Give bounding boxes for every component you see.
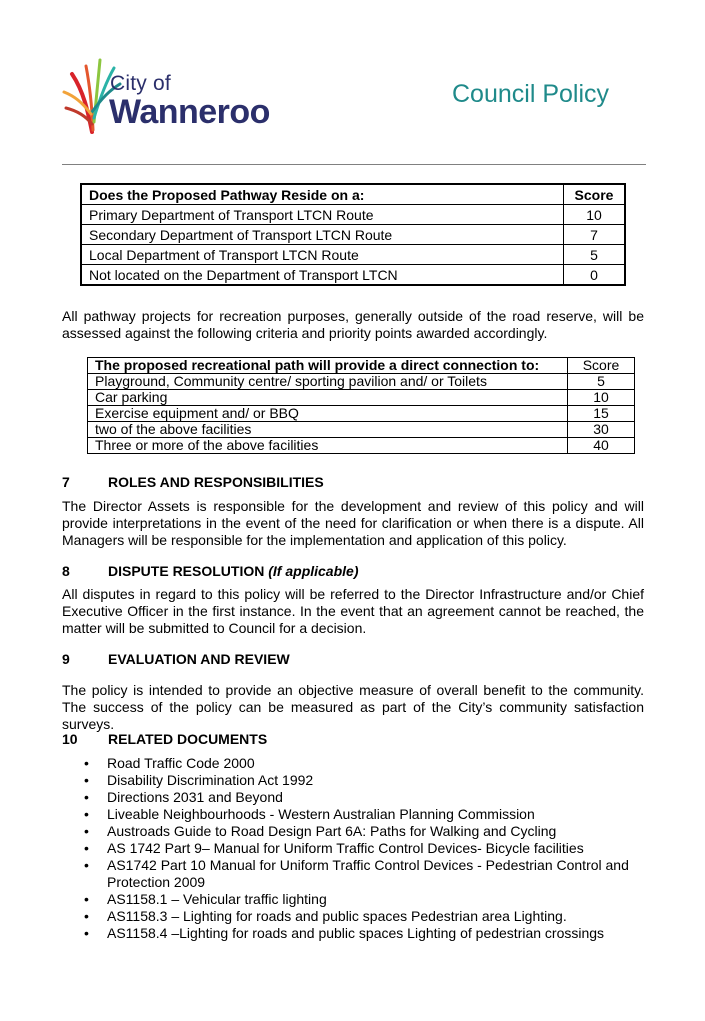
document-type-title: Council Policy [452, 80, 610, 108]
table-cell: Not located on the Department of Transport LTCN [81, 265, 564, 286]
bullet-icon: • [84, 755, 89, 771]
score-cell: 30 [568, 422, 635, 438]
recreation-connection-score-table [87, 357, 635, 454]
table-header-cell: Score [564, 184, 626, 205]
logo-city-text: City of [110, 72, 171, 95]
table-cell: Secondary Department of Transport LTCN Route [81, 225, 564, 245]
section-7-body: The Director Assets is responsible for the development and review of this policy and will provide interpretations in the event of the need for clarification or when there is a dispute. All Managers will be responsible for the implementation and application of this policy. [62, 498, 644, 548]
table-cell: Playground, Community centre/ sporting pavilion and/ or Toilets [88, 374, 568, 390]
list-item [62, 840, 652, 857]
score-cell: 15 [568, 406, 635, 422]
score-cell: 40 [568, 438, 635, 454]
section-7-heading [62, 474, 324, 490]
list-item [62, 908, 652, 925]
bullet-icon: • [84, 840, 89, 856]
table-header-cell: The proposed recreational path will provide a direct connection to: [88, 358, 568, 374]
section-number: 10 [62, 731, 78, 747]
section-title: EVALUATION AND REVIEW [108, 651, 290, 667]
list-item-text: AS 1742 Part 9– Manual for Uniform Traffic Control Devices- Bicycle facilities [107, 840, 584, 856]
section-10-heading [62, 731, 267, 747]
section-9-body: The policy is intended to provide an objective measure of overall benefit to the community. The success of the policy can be measured as part of the City’s community satisfaction surveys. [62, 682, 644, 732]
section-8-body: All disputes in regard to this policy will be referred to the Director Infrastructure and/or Chief Executive Officer in the first instance. In the event that an agreement cannot be reached, the matter will be submitted to Council for a decision. [62, 586, 644, 636]
section-number: 7 [62, 474, 70, 490]
section-title: ROLES AND RESPONSIBILITIES [108, 474, 324, 490]
table-row [88, 438, 635, 454]
table-cell: Three or more of the above facilities [88, 438, 568, 454]
score-cell: 5 [568, 374, 635, 390]
table-header-row [81, 184, 625, 205]
list-item-text: Disability Discrimination Act 1992 [107, 772, 314, 788]
table-cell: two of the above facilities [88, 422, 568, 438]
section-8-heading [62, 563, 358, 579]
table-cell: Primary Department of Transport LTCN Route [81, 205, 564, 225]
city-of-wanneroo-logo [62, 52, 302, 140]
list-item [62, 755, 652, 772]
bullet-icon: • [84, 891, 89, 907]
table-row [88, 422, 635, 438]
table-row [88, 406, 635, 422]
bullet-icon: • [84, 772, 89, 788]
section-number: 9 [62, 651, 70, 667]
score-cell: 7 [564, 225, 626, 245]
list-item [62, 823, 652, 840]
table-header-cell: Does the Proposed Pathway Reside on a: [81, 184, 564, 205]
score-cell: 10 [568, 390, 635, 406]
list-item-text: Austroads Guide to Road Design Part 6A: Paths for Walking and Cycling [107, 823, 557, 839]
list-item [62, 789, 652, 806]
bullet-icon: • [84, 823, 89, 839]
score-cell: 10 [564, 205, 626, 225]
list-item-text: AS1158.4 –Lighting for roads and public spaces Lighting of pedestrian crossings [107, 925, 605, 941]
section-9-heading [62, 651, 290, 667]
table-header-cell: Score [568, 358, 635, 374]
score-cell: 5 [564, 245, 626, 265]
score-cell: 0 [564, 265, 626, 286]
list-item-text: AS1158.1 – Vehicular traffic lighting [107, 891, 327, 907]
table-cell: Local Department of Transport LTCN Route [81, 245, 564, 265]
list-item [62, 891, 652, 908]
section-title-note: (If applicable) [268, 563, 359, 579]
bullet-icon: • [84, 908, 89, 924]
list-item-text: AS1742 Part 10 Manual for Uniform Traffic Control Devices - Pedestrian Control and Protection 2009 [107, 857, 629, 890]
bullet-icon: • [84, 925, 89, 941]
list-item [62, 925, 652, 942]
table-cell: Exercise equipment and/ or BBQ [88, 406, 568, 422]
list-item-text: Road Traffic Code 2000 [107, 755, 255, 771]
list-item [62, 772, 652, 789]
header-divider [62, 164, 646, 165]
list-item [62, 857, 652, 891]
list-item-text: AS1158.3 – Lighting for roads and public spaces Pedestrian area Lighting. [107, 908, 567, 924]
table-row [81, 245, 625, 265]
list-item [62, 806, 652, 823]
related-documents-list [62, 755, 652, 942]
section-number: 8 [62, 563, 70, 579]
table-row [88, 390, 635, 406]
table-row [88, 374, 635, 390]
section-title: DISPUTE RESOLUTION [108, 563, 265, 579]
table-row [81, 225, 625, 245]
pathway-route-score-table [80, 183, 626, 286]
table-header-row [88, 358, 635, 374]
bullet-icon: • [84, 857, 89, 873]
list-item-text: Directions 2031 and Beyond [107, 789, 283, 805]
bullet-icon: • [84, 806, 89, 822]
recreation-intro-paragraph: All pathway projects for recreation purposes, generally outside of the road reserve, will be assessed against the following criteria and priority points awarded accordingly. [62, 308, 644, 341]
table-cell: Car parking [88, 390, 568, 406]
table-row [81, 205, 625, 225]
bullet-icon: • [84, 789, 89, 805]
table-row [81, 265, 625, 286]
logo-name-text: Wanneroo [109, 93, 270, 131]
section-title: RELATED DOCUMENTS [108, 731, 268, 747]
list-item-text: Liveable Neighbourhoods - Western Australian Planning Commission [107, 806, 535, 822]
